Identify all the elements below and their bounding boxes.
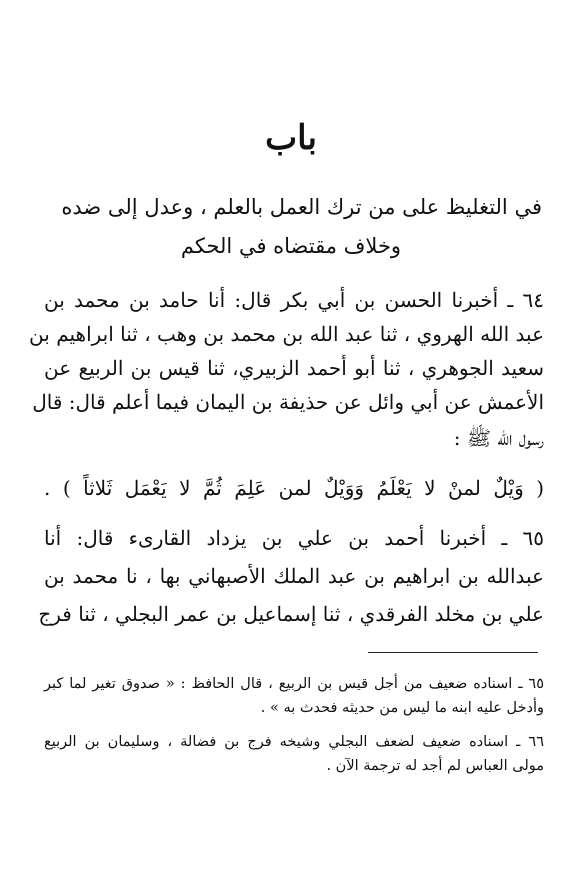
- hadith-64-line: الأعمش عن أبي وائل عن حذيفة بن اليمان فيما أعلم قال: قال: [32, 390, 544, 414]
- footnote-66-line: ٦٦ ـ اسناده ضعيف لضعف البجلي وشيخه فرج بن فضالة ، وسليمان بن الربيع: [44, 734, 544, 750]
- footnote-65-line: ٦٥ ـ اسناده ضعيف من أجل قيس بن الربيع ، قال الحافظ : « صدوق تغير لما كبر: [44, 676, 544, 692]
- chapter-subtitle-line-2: وخلاف مقتضاه في الحكم: [180, 234, 402, 258]
- hadith-64-line: ٦٤ ـ أخبرنا الحسن بن أبي بكر قال: أنا حامد بن محمد بن: [44, 288, 544, 312]
- chapter-title: باب: [265, 118, 317, 158]
- chapter-subtitle-line-1: في التغليظ على من ترك العمل بالعلم ، وعدل إلى ضده: [61, 195, 542, 219]
- hadith-64-line: سعيد الجوهري ، ثنا أبو أحمد الزبيري، ثنا قيس بن الربيع عن: [44, 356, 544, 380]
- hadith-64-line: رسول الله ﷺ :: [453, 426, 544, 450]
- hadith-65-line: علي بن مخلد الفرقدي ، ثنا إسماعيل بن عمر البجلي ، ثنا فرج: [38, 602, 544, 626]
- footnote-66-line: مولى العباس لم أجد له ترجمة الآن .: [326, 758, 544, 774]
- hadith-65-line: عبدالله بن ابراهيم بن عبد الملك الأصبهاني بها ، نا محمد بن: [44, 564, 544, 588]
- hadith-64-line: عبد الله الهروي ، ثنا عبد الله بن محمد بن وهب ، ثنا ابراهيم بن: [29, 322, 544, 346]
- hadith-65-line: ٦٥ ـ أخبرنا أحمد بن علي بن يزداد القارىء قال: أنا: [44, 526, 544, 550]
- footnote-65-line: وأدخل عليه ابنه ما ليس من حديثه فحدث به » .: [260, 700, 544, 716]
- footnote-divider: [368, 652, 538, 653]
- hadith-text: ( وَيْلٌ لمنْ لا يَعْلَمُ وَوَيْلٌ لمن عَلِمَ ثُمَّ لا يَعْمَل ثَلاثاً ) .: [44, 476, 544, 500]
